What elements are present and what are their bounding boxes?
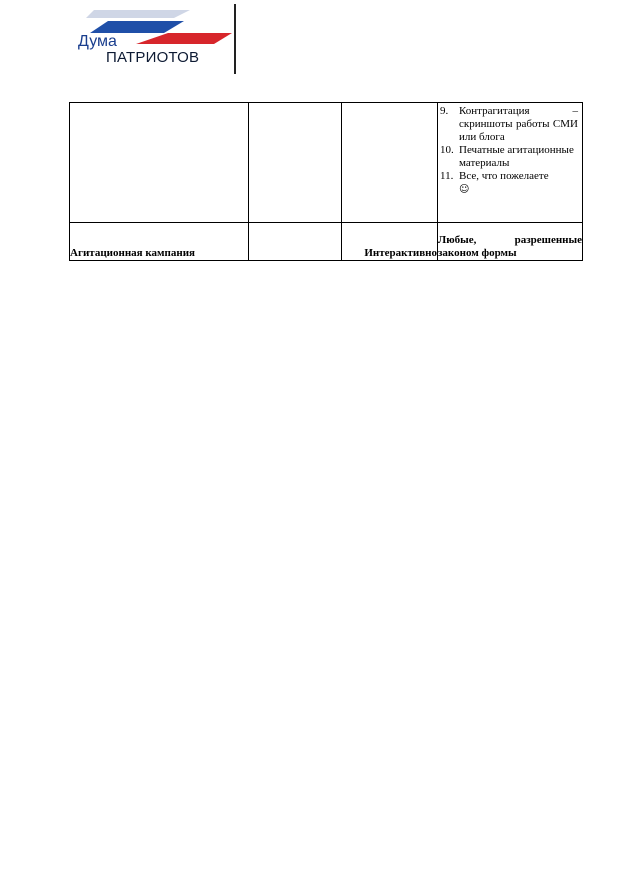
table-cell-empty <box>249 223 342 261</box>
list-item-number: 11. <box>440 170 454 182</box>
flag-white-stripe <box>86 10 190 18</box>
campaign-cell: Агитационная кампания <box>70 223 249 261</box>
list-item <box>440 144 578 170</box>
format-cell: Интерактивно <box>342 223 438 261</box>
list-item-text: Печатные агитационные материалы <box>459 144 574 169</box>
list-item <box>440 170 578 196</box>
table-row <box>70 103 583 223</box>
flag-blue-stripe <box>90 21 184 33</box>
logo <box>72 4 242 76</box>
content-table <box>69 102 583 261</box>
header-divider <box>234 4 236 74</box>
table-cell-list <box>438 103 583 223</box>
list-item <box>440 105 578 144</box>
list-item-number: 9. <box>440 105 449 117</box>
flag-red-stripe <box>136 33 232 44</box>
smiley-icon: ☺ <box>459 184 470 195</box>
logo-line-2: ПАТРИОТОВ <box>106 49 200 66</box>
table-cell-empty <box>342 103 438 223</box>
list-item-text: Контрагитация – скриншоты работы СМИ или блога <box>459 105 578 143</box>
list-item-text: Все, что пожелаете <box>459 170 549 182</box>
list-item-number: 10. <box>440 144 454 156</box>
numbered-list <box>438 103 582 199</box>
forms-cell: Любые, разрешенные законом формы <box>438 223 583 261</box>
table-row <box>70 223 583 261</box>
logo-line-1: Дума <box>78 33 117 50</box>
table-cell-empty <box>70 103 249 223</box>
table-cell-empty <box>249 103 342 223</box>
